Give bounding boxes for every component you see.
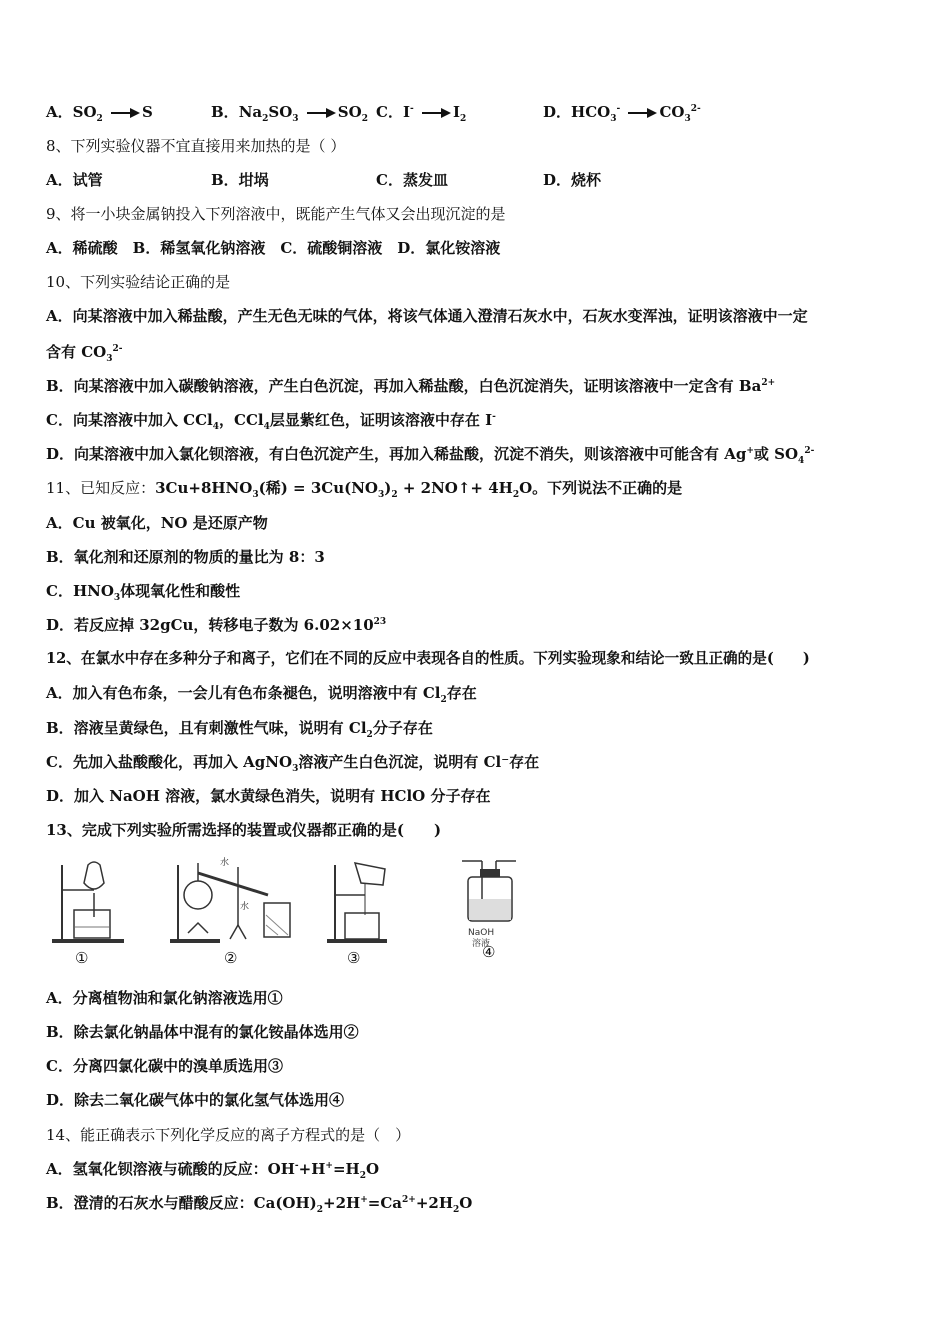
figure-label-3: ③ — [347, 949, 361, 967]
figure-label-2: ② — [224, 949, 238, 967]
q8-option-b: B．坩埚 — [211, 171, 269, 189]
q13-option-b: B．除去氯化钠晶体中混有的氯化铵晶体选用② — [46, 1023, 359, 1041]
q10-stem: 10、下列实验结论正确的是 — [46, 273, 231, 291]
q13-option-c: C．分离四氯化碳中的溴单质选用③ — [46, 1057, 283, 1075]
arrow-icon — [627, 108, 657, 118]
evaporation-figure — [325, 855, 405, 945]
q8-option-c: C．蒸发皿 — [376, 171, 448, 189]
separatory-funnel-figure — [50, 855, 130, 945]
water-label-2: 水 — [240, 902, 250, 912]
solution-label: 溶液 — [472, 939, 491, 949]
q13-stem: 13、完成下列实验所需选择的装置或仪器都正确的是( ) — [46, 821, 442, 839]
arrow-icon — [306, 108, 336, 118]
q11-option-a: A．Cu 被氧化，NO 是还原产物 — [46, 514, 268, 532]
arrow-icon — [421, 108, 451, 118]
q11-option-d: D．若反应掉 32gCu，转移电子数为 $6.02\times 10^{23}$ — [46, 616, 387, 634]
q10-option-a-cont: 含有 $CO_3^{2-}$ — [46, 343, 123, 364]
option-a: A．$SO_2$ S — [46, 103, 153, 124]
q12-option-a: A．加入有色布条，一会儿有色布条褪色，说明溶液中有 $Cl_2$存在 — [46, 684, 477, 705]
q10-option-a: A．向某溶液中加入稀盐酸，产生无色无味的气体，将该气体通入澄清石灰水中，石灰水变浑浊，证明该溶液中一定 — [46, 307, 808, 325]
q12-option-d: D．加入 NaOH 溶液，氯水黄绿色消失，说明有 HClO 分子存在 — [46, 787, 491, 805]
water-label: 水 — [220, 858, 230, 868]
apparatus-figures — [50, 855, 530, 970]
q8-option-a: A．试管 — [46, 171, 103, 189]
q11-option-b: B．氧化剂和还原剂的物质的量比为 8：3 — [46, 548, 325, 566]
q10-option-c: C．向某溶液中加入 CCl$_4$，CCl$_4$层显紫红色，证明该溶液中存在 I- — [46, 411, 496, 432]
q7-options-row — [46, 102, 906, 122]
q12-option-b: B．溶液呈黄绿色，且有刺激性气味，说明有 $Cl_2$分子存在 — [46, 719, 433, 740]
q9-stem: 9、将一小块金属钠投入下列溶液中，既能产生气体又会出现沉淀的是 — [46, 205, 506, 223]
q12-stem: 12、在氯水中存在多种分子和离子，它们在不同的反应中表现各自的性质。下列实验现象和结论一致且正确的是( ) — [46, 650, 810, 667]
arrow-icon — [110, 108, 140, 118]
figure-label-4: ④ — [482, 943, 496, 961]
option-b: B．$Na_2SO_3$ $SO_2$ — [211, 103, 368, 124]
q10-option-d: D．向某溶液中加入氯化钡溶液，有白色沉淀产生，再加入稀盐酸，沉淀不消失，则该溶液中可能含有 Ag+或 $SO_4^{2-}$ — [46, 445, 815, 466]
q8-stem: 8、下列实验仪器不宜直接用来加热的是（ ） — [46, 137, 346, 155]
q14-option-a: A．氢氧化钡溶液与硫酸的反应：$OH^-+H^+=H_2O$ — [46, 1160, 380, 1181]
option-d: D．$HCO_3^-$ $CO_3^{2-}$ — [543, 103, 701, 124]
option-c: C．I- $I_2$ — [376, 103, 467, 124]
q10-option-b: B．向某溶液中加入碳酸钠溶液，产生白色沉淀，再加入稀盐酸，白色沉淀消失，证明该溶液中一定含有 $Ba^{2+}$ — [46, 377, 776, 395]
distillation-apparatus-figure — [168, 855, 298, 945]
q14-stem: 14、能正确表示下列化学反应的离子方程式的是（ ） — [46, 1126, 411, 1144]
q14-option-b: B．澄清的石灰水与醋酸反应：$Ca(OH)_2+2H^+=Ca^{2+}+2H_2O$ — [46, 1194, 473, 1215]
q13-option-d: D．除去二氧化碳气体中的氯化氢气体选用④ — [46, 1091, 345, 1109]
naoh-label: NaOH — [468, 928, 495, 938]
q12-option-c: C．先加入盐酸酸化，再加入 AgNO$_3$溶液产生白色沉淀，说明有 Cl⁻存在 — [46, 753, 540, 774]
q13-option-a: A．分离植物油和氯化钠溶液选用① — [46, 989, 283, 1007]
q9-options: A．稀硫酸 B．稀氢氧化钠溶液 C．硫酸铜溶液 D．氯化铵溶液 — [46, 239, 501, 257]
q8-option-d: D．烧杯 — [543, 171, 602, 189]
q11-option-c: C．$HNO_3$体现氧化性和酸性 — [46, 582, 241, 603]
q11-stem: 11、已知反应：$3Cu+8HNO_3$(稀) = $3Cu(NO_3)_2$ + 2NO↑+ $4H_2O$。下列说法不正确的是 — [46, 479, 683, 500]
figure-label-1: ① — [75, 949, 89, 967]
